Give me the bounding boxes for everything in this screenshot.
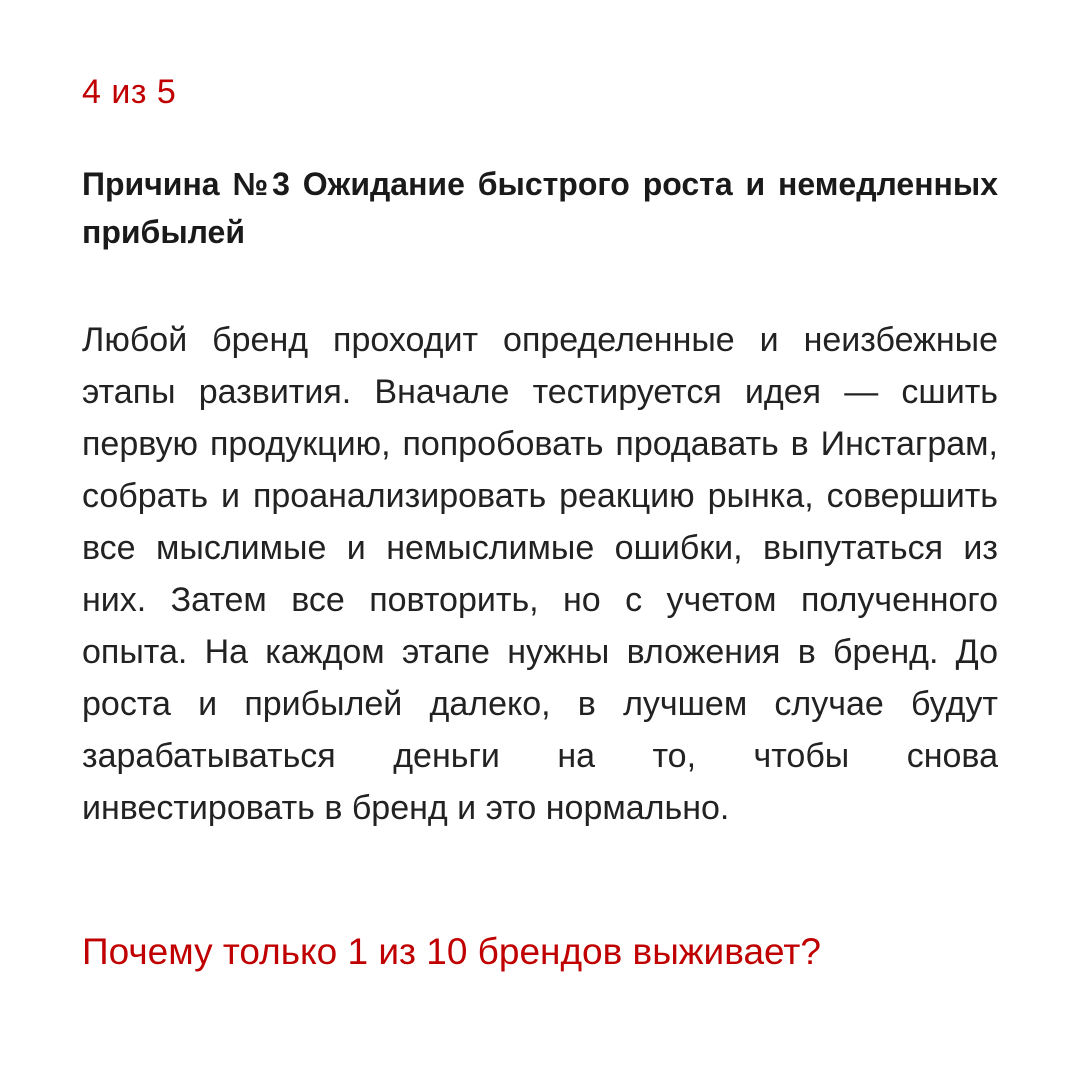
slide-footer-question: Почему только 1 из 10 брендов выживает?	[82, 931, 821, 972]
slide-counter: 4 из 5	[82, 73, 177, 111]
slide-title: Причина №3 Ожидание быстрого роста и немедленных прибылей	[82, 166, 998, 250]
slide-body-text: Любой бренд проходит определенные и неизбежные этапы развития. Вначале тестируется идея — сшить первую продукцию, попробовать продавать в Инстаграм, собрать и проанализировать реакцию рынка, совершить все мыслимые и немыслимые ошибки, выпутаться из них. Затем все повторить, но с учетом полученного опыта. На каждом этапе нужны вложения в бренд. До роста и прибылей далеко, в лучшем случае будут зарабатываться деньги на то, чтобы снова инвестировать в бренд и это нормально.	[82, 321, 998, 827]
